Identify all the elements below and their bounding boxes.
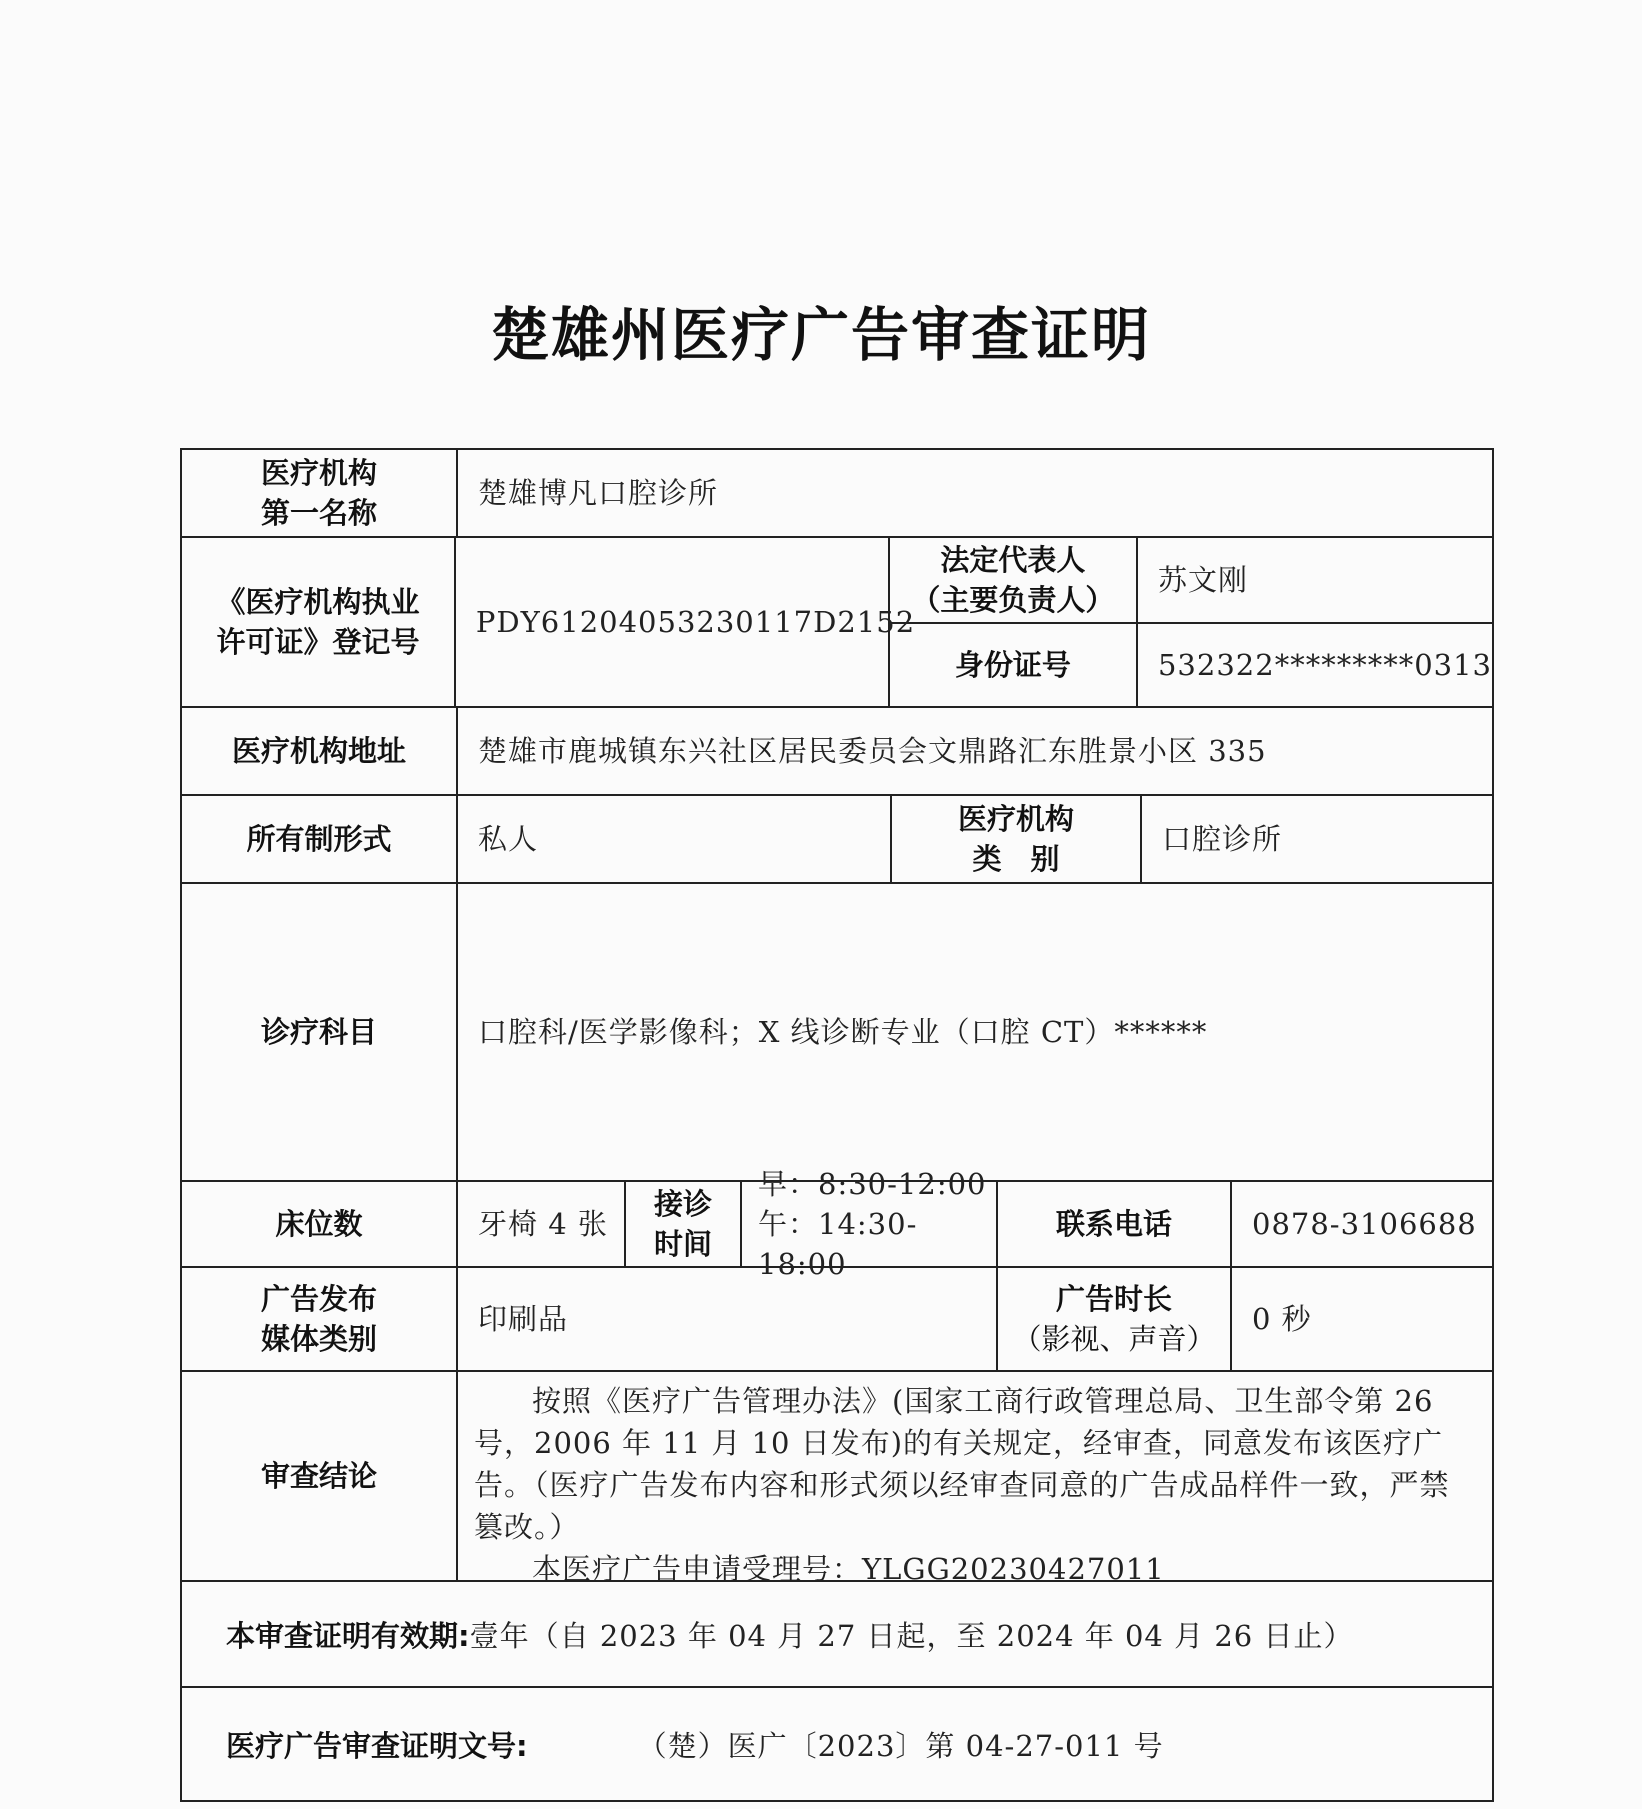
validity-label: 本审查证明有效期: — [226, 1618, 470, 1653]
address-label: 医疗机构地址 — [182, 708, 458, 794]
phone-label: 联系电话 — [998, 1182, 1232, 1266]
media-row — [182, 1268, 1492, 1372]
institution-name-row — [182, 450, 1492, 538]
license-value: PDY61204053230117D2152 — [456, 538, 890, 706]
hours-afternoon: 午：14:30-18:00 — [758, 1207, 918, 1281]
duration-label: 广告时长 （影视、声音） — [998, 1268, 1232, 1370]
doc-number-row — [182, 1688, 1492, 1800]
legal-rep-labels — [890, 538, 1138, 706]
duration-value: 0 秒 — [1252, 1302, 1312, 1336]
phone-value: 0878-3106688 — [1252, 1207, 1477, 1241]
conclusion-row — [182, 1372, 1492, 1586]
address-value: 楚雄市鹿城镇东兴社区居民委员会文鼎路汇东胜景小区 335 — [478, 734, 1267, 768]
legal-rep-values — [1138, 538, 1492, 706]
doc-number-value: （楚）医广〔2023〕第 04-27-011 号 — [637, 1728, 1164, 1763]
hours-morning: 早：8:30-12:00 — [758, 1167, 987, 1201]
doc-number-label: 医疗广告审查证明文号: — [226, 1728, 528, 1763]
legal-rep-value: 苏文刚 — [1138, 538, 1492, 624]
id-label: 身份证号 — [954, 648, 1071, 682]
departments-value: 口腔科/医学影像科；X 线诊断专业（口腔 CT）****** — [478, 1015, 1208, 1049]
beds-row — [182, 1167, 1492, 1281]
legal-rep-label: 法定代表人 （主要负责人） — [890, 538, 1136, 624]
ownership-value: 私人 — [458, 796, 892, 882]
validity-value: 壹年（自 2023 年 04 月 27 日起，至 2024 年 04 月 26 日止） — [469, 1618, 1354, 1653]
id-value: 532322*********0313 — [1157, 648, 1492, 682]
ownership-label: 所有制形式 — [182, 796, 458, 882]
validity-row — [182, 1582, 1492, 1688]
document-title: 楚雄州医疗广告审查证明 — [490, 301, 1151, 369]
address-row — [182, 708, 1492, 796]
beds-label: 床位数 — [182, 1182, 458, 1266]
media-label: 广告发布 媒体类别 — [182, 1268, 458, 1370]
license-label: 《医疗机构执业 许可证》登记号 — [182, 538, 456, 706]
institution-name-value: 楚雄博凡口腔诊所 — [478, 476, 719, 510]
beds-value: 牙椅 4 张 — [458, 1182, 626, 1266]
departments-label: 诊疗科目 — [182, 884, 458, 1180]
conclusion-text-block — [458, 1372, 1492, 1586]
conclusion-label: 审查结论 — [182, 1372, 458, 1580]
institution-name-label: 医疗机构 第一名称 — [182, 450, 458, 536]
ownership-row — [182, 796, 1492, 884]
departments-row — [182, 884, 1492, 1182]
media-value: 印刷品 — [458, 1268, 998, 1370]
hours-value — [742, 1167, 998, 1281]
hours-label: 接诊 时间 — [626, 1182, 742, 1266]
category-value: 口腔诊所 — [1162, 822, 1283, 856]
license-row — [182, 538, 1492, 708]
certificate-form — [180, 448, 1494, 1802]
conclusion-text: 按照《医疗广告管理办法》(国家工商行政管理总局、卫生部令第 26 号，2006 年 11 月 10 日发布)的有关规定，经审查，同意发布该医疗广告。（医疗广告发布内容和形式须以经审查同意的广告成品样件一致，严禁篡改。） — [474, 1384, 1450, 1544]
category-label: 医疗机构 类 别 — [892, 796, 1142, 882]
application-number: 本医疗广告申请受理号：YLGG20230427011 — [532, 1552, 1165, 1586]
